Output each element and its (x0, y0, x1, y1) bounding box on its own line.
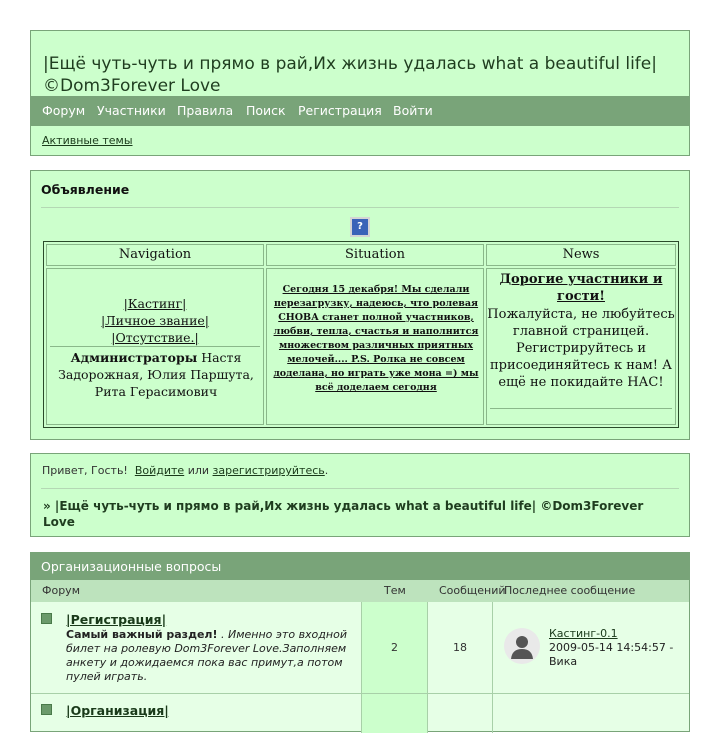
topics-column-bg (362, 602, 427, 733)
site-header (30, 30, 690, 156)
forum-table-header (31, 580, 689, 602)
administrators-names: Настя Задорожная, Юлия Паршута, Рита Герасимович (58, 350, 254, 399)
nav-login[interactable]: Войти (393, 103, 433, 118)
main-nav (31, 96, 689, 126)
situation-text[interactable]: Сегодня 15 декабря! Мы сделали перезагрузку, надеюсь, что ролевая СНОВА станет полной участников, любви, тепла, счастья и наполнится множеством различных приятных мелочей.... P.S. Ролка не совсем доделана, но играть уже мона =) мы всё доделаем сегодня (273, 284, 479, 393)
divider (50, 346, 260, 347)
administrators-label: Администраторы (70, 350, 198, 365)
login-link[interactable]: Войдите (134, 464, 185, 477)
personal-title-link[interactable]: |Личное звание| (100, 313, 210, 328)
announcement-title: Объявление (41, 182, 130, 197)
category-title[interactable]: Организационные вопросы (41, 559, 222, 574)
announcement-panel (30, 170, 690, 440)
forum-description-text: . Именно это входной билет на ролевую Dom3Forever Love.Заполняем анкету и дожидаемся пока вас примут,а потом пулей играть. (66, 628, 347, 683)
breadcrumb[interactable]: » |Ещё чуть-чуть и прямо в рай,Их жизнь удалась what a beautiful life| ©Dom3Forever Love (43, 499, 644, 529)
divider (31, 693, 689, 694)
posts-count: 18 (453, 641, 467, 654)
nav-rules[interactable]: Правила (177, 103, 234, 118)
user-avatar-icon (504, 628, 540, 664)
greeting-hello: Привет, Гость! (42, 464, 128, 477)
administrators-text (51, 349, 261, 400)
nav-forum[interactable]: Форум (42, 103, 86, 118)
forum-category (30, 552, 690, 732)
column-header-navigation: Navigation (46, 244, 264, 266)
news-cell (486, 268, 676, 425)
last-post-meta: 2009-05-14 14:54:57 - Вика (549, 641, 674, 668)
last-post-info (549, 627, 687, 669)
active-topics-link[interactable]: Активные темы (42, 134, 133, 147)
header-topics: Тем (384, 584, 406, 597)
forum-registration-link[interactable]: |Регистрация| (66, 612, 167, 627)
news-body: Пожалуйста, не любуйтесь главной страницей. Регистрируйтесь и присоединяйтесь к нам! А ещё не покидайте НАС! (487, 307, 675, 390)
nav-links (47, 295, 263, 346)
greeting-or: или (187, 464, 210, 477)
header-posts: Сообщений (439, 584, 506, 597)
nav-search[interactable]: Поиск (246, 103, 286, 118)
announcement-table (43, 241, 679, 428)
forum-status-icon (41, 613, 52, 624)
header-forum: Форум (42, 584, 80, 597)
greeting-text: Привет, Гость! Войдите или зарегистрируйтесь. (42, 464, 329, 477)
greeting-panel (30, 453, 690, 537)
forum-organization-link[interactable]: |Организация| (66, 703, 169, 718)
site-title: |Ещё чуть-чуть и прямо в рай,Их жизнь удалась what a beautiful life| ©Dom3Forever Love (43, 54, 657, 96)
forum-status-icon (41, 704, 52, 715)
forum-description-bold: Самый важный раздел! (66, 628, 218, 641)
column-header-news: News (486, 244, 676, 266)
news-title: Дорогие участники и гости! (499, 272, 663, 304)
divider (361, 602, 362, 733)
forum-description (66, 628, 356, 684)
navigation-cell (46, 268, 264, 425)
divider (490, 408, 672, 409)
header-last-post: Последнее сообщение (504, 584, 636, 597)
situation-cell (266, 268, 484, 425)
nav-register[interactable]: Регистрация (298, 103, 382, 118)
last-post-link[interactable]: Кастинг-0.1 (549, 627, 618, 640)
topics-count: 2 (391, 641, 398, 654)
register-link[interactable]: зарегистрируйтесь (212, 464, 325, 477)
divider (41, 207, 679, 208)
nav-members[interactable]: Участники (97, 103, 166, 118)
column-header-situation: Situation (266, 244, 484, 266)
help-icon[interactable]: ? (350, 217, 370, 237)
absence-link[interactable]: |Отсутствие.| (111, 330, 199, 345)
casting-link[interactable]: |Кастинг| (123, 296, 187, 311)
category-header (31, 553, 689, 580)
divider (41, 488, 679, 489)
divider (427, 602, 428, 733)
divider (492, 602, 493, 733)
